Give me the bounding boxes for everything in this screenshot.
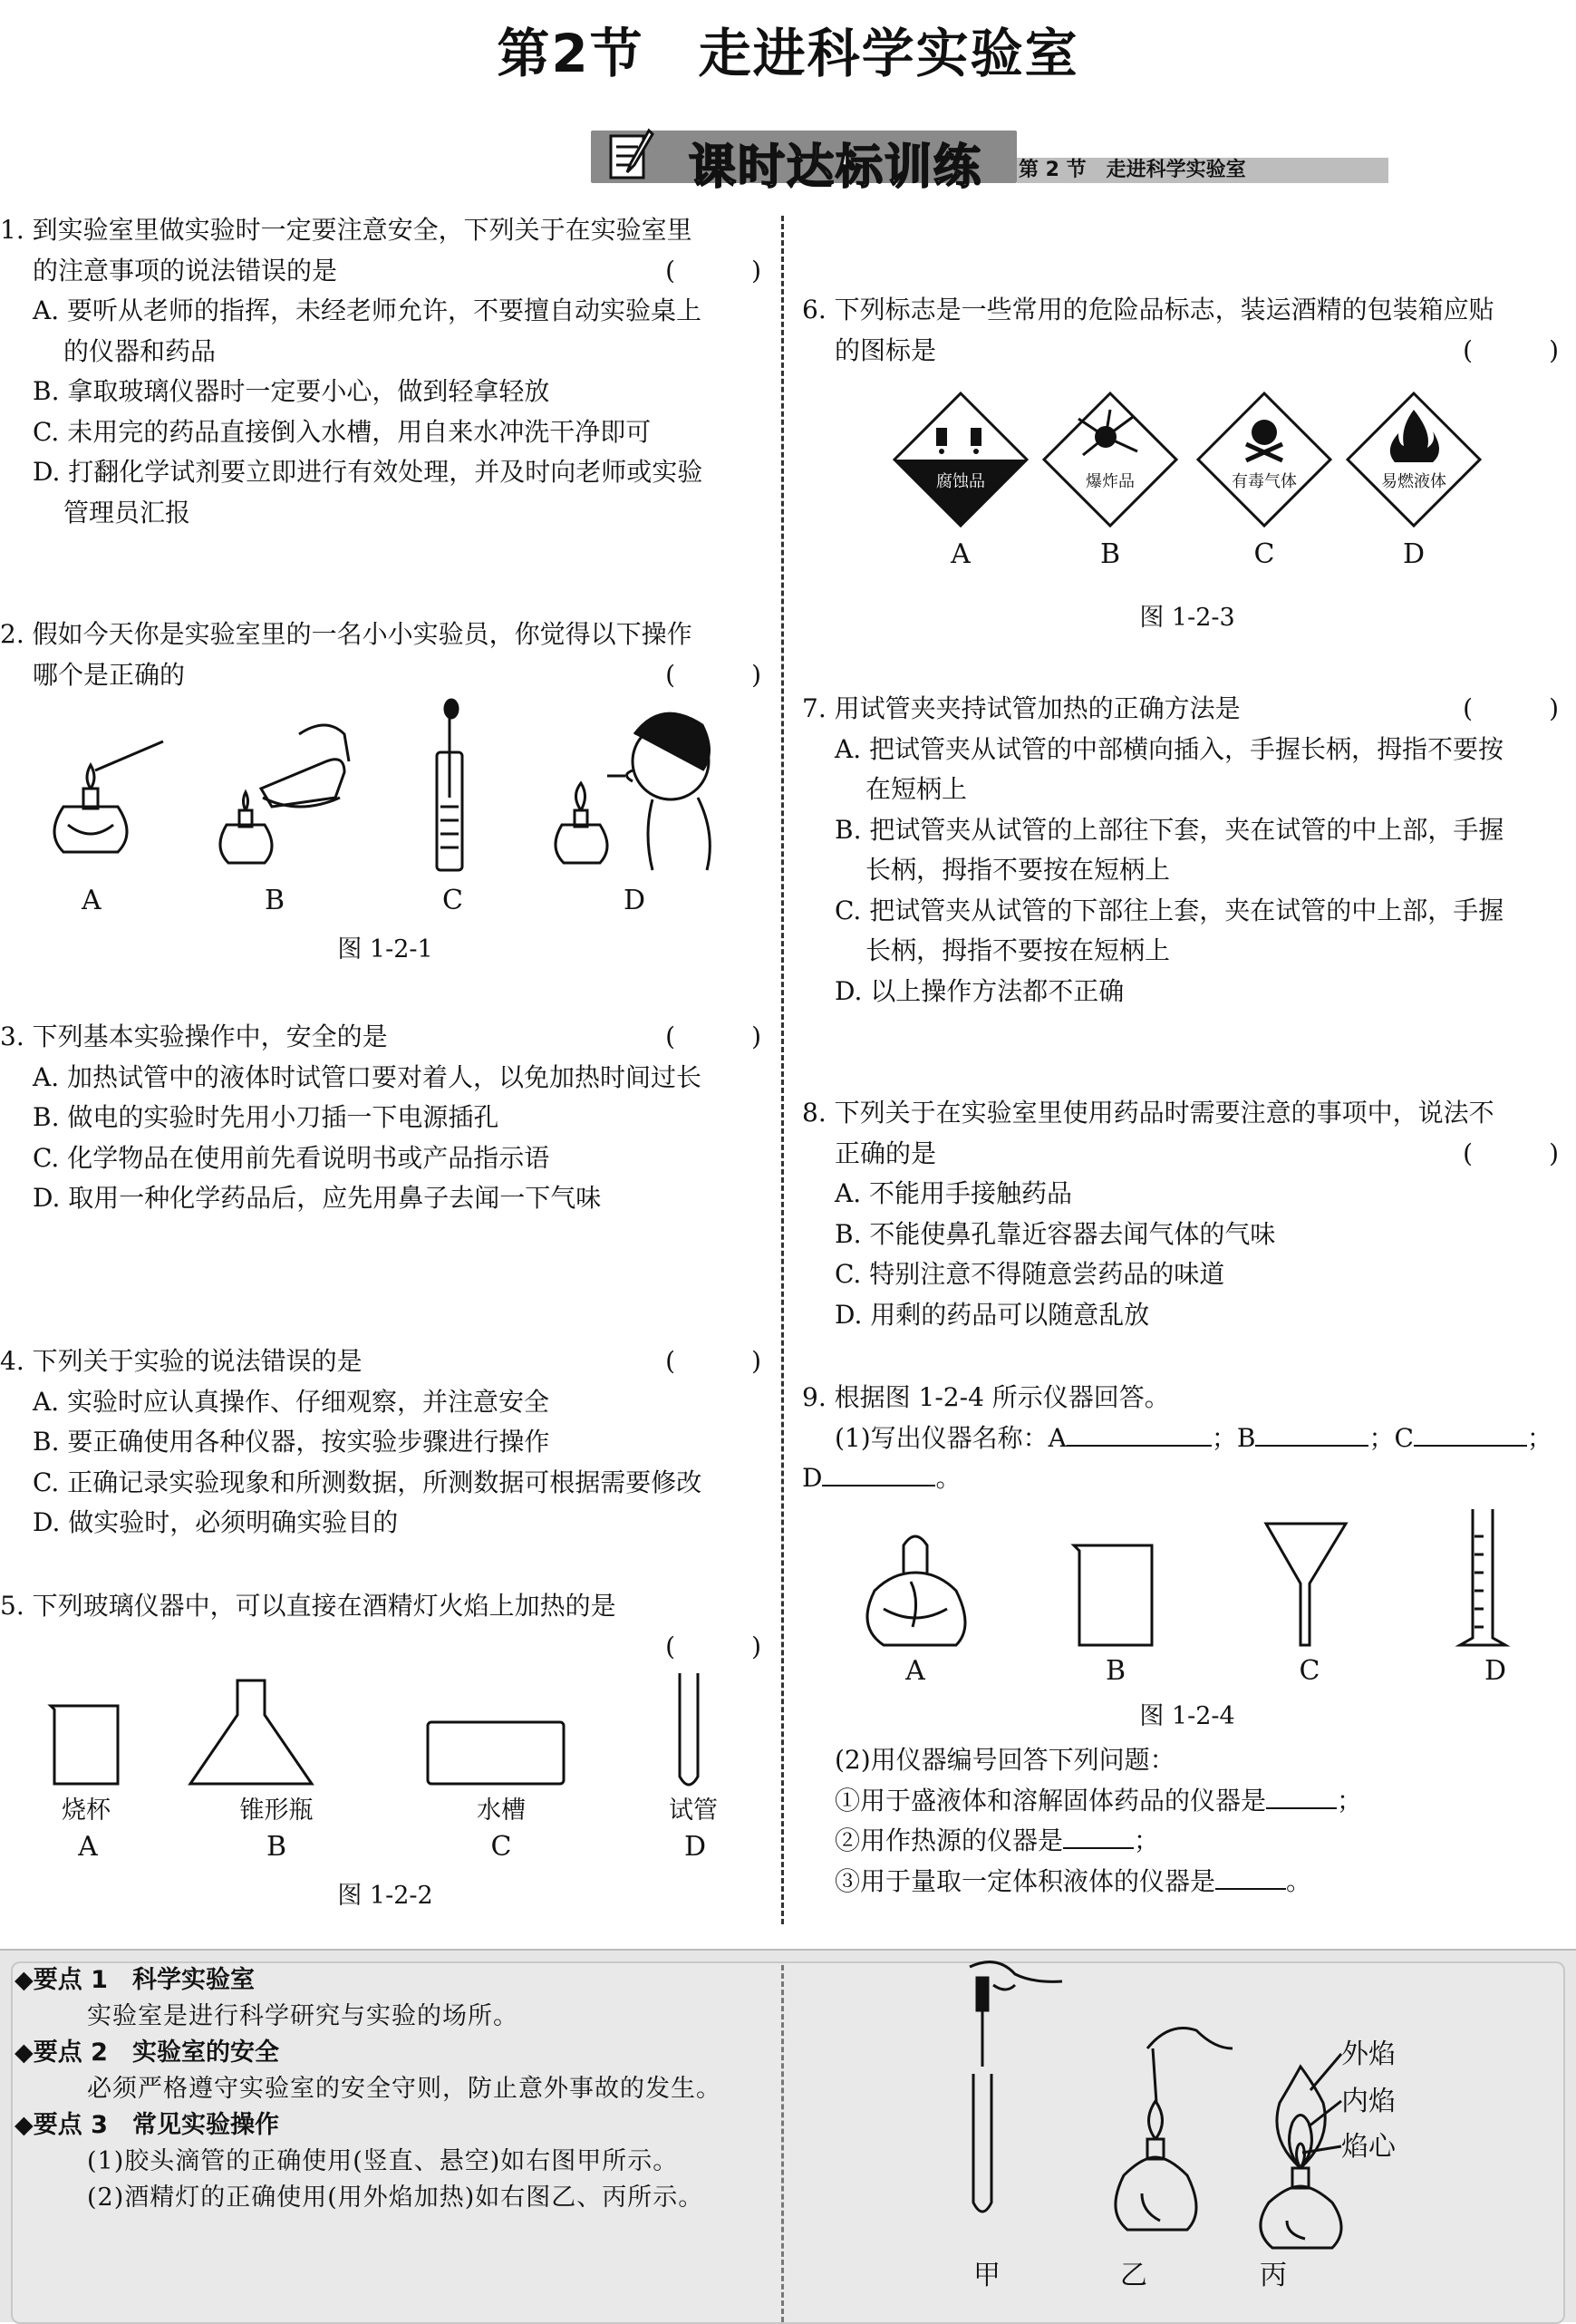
flammable-liquid-sign-icon <box>1348 393 1480 526</box>
key-point-body: (2)酒精灯的正确使用(用外焰加热)如右图乙、丙所示。 <box>87 2184 704 2212</box>
flask-icon <box>190 1680 312 1784</box>
question-stem: 1. 到实验室里做实验时一定要注意安全，下列关于在实验室里 <box>0 215 692 245</box>
figure-letter: B <box>266 1831 287 1863</box>
test-tube-icon <box>680 1673 698 1785</box>
question-stem: 4. 下列关于实验的说法错误的是 <box>0 1346 363 1376</box>
figure-1-2-1 <box>27 698 716 879</box>
question-stem: 6. 下列标志是一些常用的危险品标志，装运酒精的包装箱应贴 <box>802 295 1494 324</box>
q9-sub1: ①用于盛液体和溶解固体药品的仪器是 ； <box>835 1785 1363 1816</box>
option-a: A. 实验时应认真操作、仔细观察，并注意安全 <box>33 1386 550 1417</box>
sign-label: 爆炸品 <box>1086 472 1135 491</box>
figure-label: 甲 <box>973 2260 1001 2291</box>
figure-caption: 图 1-2-4 <box>1139 1702 1235 1730</box>
notepad-pen-icon <box>607 127 654 183</box>
option-b: B. 要正确使用各种仪器，按实验步骤进行操作 <box>33 1427 550 1457</box>
answer-bracket: ( ) <box>665 1346 761 1376</box>
lamp-light-from-lamp-icon <box>220 725 349 863</box>
beaker-icon <box>1074 1545 1152 1645</box>
figure-letter: A <box>951 538 971 570</box>
banner-title: 课时达标训练 <box>689 140 983 195</box>
q9-part1-d: D 。 <box>802 1463 962 1493</box>
option-c: C. 化学物品在使用前先看说明书或产品指示语 <box>33 1142 550 1173</box>
option-d: D. 用剩的药品可以随意乱放 <box>835 1299 1150 1330</box>
instrument-name: 试管 <box>669 1796 718 1825</box>
answer-blank-sub2[interactable] <box>1063 1847 1134 1849</box>
explosive-sign-icon <box>1044 393 1176 526</box>
flame-label: 外焰 <box>1341 2038 1396 2070</box>
graduated-cylinder-icon <box>1460 1509 1505 1645</box>
boy-blowing-lamp-icon <box>556 713 710 870</box>
figure-1-2-3 <box>893 392 1491 537</box>
key-point-heading: ◆要点 1 科学实验室 <box>15 1966 255 1994</box>
option-d: D. 做实验时，必须明确实验目的 <box>33 1507 399 1537</box>
question-3 <box>0 1017 770 1219</box>
lamp-with-match-icon <box>54 741 163 852</box>
question-stem: 的注意事项的说法错误的是 <box>33 255 338 286</box>
section-banner <box>591 127 1388 195</box>
figure-letter: C <box>1253 538 1275 570</box>
tips-divider <box>781 1965 784 2322</box>
question-stem: 的图标是 <box>835 334 937 365</box>
key-point-heading: ◆要点 2 实验室的安全 <box>15 2038 279 2067</box>
question-stem: 9. 根据图 1-2-4 所示仪器回答。 <box>802 1382 1170 1412</box>
sign-label: 有毒气体 <box>1232 472 1297 491</box>
figure-1-2-4 <box>856 1500 1527 1654</box>
option-c: C. 未用完的药品直接倒入水槽，用自来水冲洗干净即可 <box>33 416 652 447</box>
tips-figure <box>943 1958 1468 2320</box>
option-d: D. 以上操作方法都不正确 <box>835 975 1125 1006</box>
toxic-gas-sign-icon <box>1198 393 1330 526</box>
figure-letter: D <box>1484 1655 1507 1687</box>
question-9-part2: (2)用仪器编号回答下列问题： ①用于盛液体和溶解固体药品的仪器是 ； ②用作热源的仪器是 ； ③用于量取一定体积液体的仪器是 。 <box>802 1740 1568 1902</box>
answer-blank-d[interactable] <box>822 1485 935 1486</box>
answer-bracket: ( ) <box>665 255 761 286</box>
question-5 <box>0 1586 770 1667</box>
figure-caption: 图 1-2-3 <box>1139 604 1235 632</box>
figure-letter: B <box>1105 1655 1126 1687</box>
option-b: B. 做电的实验时先用小刀插一下电源插孔 <box>33 1102 499 1132</box>
figure-letter: A <box>82 885 102 916</box>
answer-bracket: ( ) <box>1463 693 1559 723</box>
answer-blank-sub1[interactable] <box>1266 1807 1337 1809</box>
trough-icon <box>428 1722 564 1784</box>
option-b: B. 不能使鼻孔靠近容器去闻气体的气味 <box>835 1218 1276 1249</box>
lamp-lit-by-match-icon <box>1116 2029 1233 2231</box>
option-a: A. 加热试管中的液体时试管口要对着人，以免加热时间过长 <box>33 1061 702 1092</box>
answer-blank-c[interactable] <box>1414 1445 1527 1447</box>
corrosive-sign-icon <box>894 393 1027 526</box>
q9-sub3: ③用于量取一定体积液体的仪器是 。 <box>835 1865 1312 1896</box>
figure-caption: 图 1-2-2 <box>337 1882 433 1910</box>
key-point-body: 实验室是进行科学研究与实验的场所。 <box>87 2002 518 2030</box>
lamp-flame-zones-icon <box>1261 2054 1341 2248</box>
figure-letter: C <box>442 885 463 916</box>
question-stem: 7. 用试管夹夹持试管加热的正确方法是 <box>802 693 1241 723</box>
question-stem: 2. 假如今天你是实验室里的一名小小实验员，你觉得以下操作 <box>0 619 692 649</box>
figure-letter: B <box>1099 538 1121 570</box>
option-d: D. 取用一种化学药品后，应先用鼻子去闻一下气味 <box>33 1183 602 1213</box>
option-b: B. 拿取玻璃仪器时一定要小心，做到轻拿轻放 <box>33 376 550 406</box>
question-stem: 5. 下列玻璃仪器中，可以直接在酒精灯火焰上加热的是 <box>0 1591 616 1621</box>
figure-letter: C <box>490 1831 512 1863</box>
option-c: C. 正确记录实验现象和所测数据，所测数据可根据需要修改 <box>33 1467 702 1497</box>
option-c: C. 把试管夹从试管的下部往上套，夹在试管的中上部，手握 长柄，拇指不要按在短柄上 <box>835 895 1504 965</box>
alcohol-lamp-icon <box>867 1536 965 1645</box>
option-a: A. 把试管夹从试管的中部横向插入，手握长柄，拇指不要按 在短柄上 <box>835 733 1504 804</box>
key-point-body: (1)胶头滴管的正确使用(竖直、悬空)如右图甲所示。 <box>87 2147 679 2175</box>
option-d: D. 打翻化学试剂要立即进行有效处理，并及时向老师或实验 管理员汇报 <box>33 457 703 528</box>
sign-label: 易燃液体 <box>1381 472 1446 491</box>
answer-blank-a[interactable] <box>1067 1445 1212 1447</box>
figure-label: 乙 <box>1120 2260 1147 2291</box>
answer-blank-sub3[interactable] <box>1215 1888 1286 1890</box>
page-title: 第2节 走进科学实验室 <box>497 23 1079 84</box>
funnel-icon <box>1266 1524 1346 1645</box>
question-6 <box>802 290 1568 371</box>
answer-blank-b[interactable] <box>1255 1445 1368 1447</box>
figure-letter: B <box>265 885 285 916</box>
dropper-over-tube-icon <box>970 1962 1062 2212</box>
figure-letter: D <box>624 885 646 916</box>
question-4 <box>0 1341 770 1544</box>
option-b: B. 把试管夹从试管的上部往下套，夹在试管的中上部，手握 长柄，拇指不要按在短柄上 <box>835 814 1504 885</box>
figure-1-2-2 <box>36 1668 725 1795</box>
option-a: A. 不能用手接触药品 <box>835 1178 1073 1208</box>
answer-bracket: ( ) <box>665 1631 761 1661</box>
option-a: A. 要听从老师的指挥，未经老师允许，不要擅自动实验桌上 的仪器和药品 <box>33 295 702 366</box>
question-stem: 3. 下列基本实验操作中，安全的是 <box>0 1022 388 1051</box>
answer-bracket: ( ) <box>1463 1138 1559 1168</box>
answer-bracket: ( ) <box>665 1022 761 1051</box>
key-point-heading: ◆要点 3 常见实验操作 <box>15 2111 279 2139</box>
figure-label: 丙 <box>1260 2260 1287 2291</box>
answer-bracket: ( ) <box>665 659 761 690</box>
question-stem: 正确的是 <box>835 1138 937 1168</box>
figure-letter: A <box>78 1831 98 1863</box>
answer-bracket: ( ) <box>1463 334 1559 365</box>
sign-label: 腐蚀品 <box>936 472 985 491</box>
figure-letter: A <box>905 1655 925 1687</box>
question-7 <box>802 689 1568 1012</box>
flame-label: 内焰 <box>1341 2086 1396 2117</box>
question-1 <box>0 210 770 533</box>
question-9 <box>802 1378 1568 1499</box>
figure-letter: C <box>1299 1655 1320 1687</box>
q9-sub2: ②用作热源的仪器是 ； <box>835 1825 1160 1855</box>
instrument-name: 烧杯 <box>62 1796 111 1825</box>
banner-subtitle: 第 2 节 走进科学实验室 <box>1019 159 1246 181</box>
key-point-body: 必须严格遵守实验室的安全守则，防止意外事故的发生。 <box>87 2075 721 2103</box>
q9-part1: (1)写出仪器名称：A ；B ；C ； <box>835 1422 1552 1453</box>
question-stem: 哪个是正确的 <box>33 659 186 690</box>
figure-letter: D <box>1402 538 1426 570</box>
instrument-name: 水槽 <box>477 1796 526 1825</box>
key-points-text <box>15 1962 758 2216</box>
beaker-icon <box>51 1706 118 1784</box>
figure-letter: D <box>683 1831 707 1863</box>
column-divider <box>781 216 784 1924</box>
question-2 <box>0 615 770 695</box>
question-stem: 8. 下列关于在实验室里使用药品时需要注意的事项中，说法不 <box>802 1098 1494 1128</box>
option-c: C. 特别注意不得随意尝药品的味道 <box>835 1259 1225 1289</box>
dropper-in-tube-icon <box>437 700 462 870</box>
instrument-name: 锥形瓶 <box>239 1796 314 1825</box>
question-8 <box>802 1093 1568 1335</box>
flame-label: 焰心 <box>1341 2131 1396 2163</box>
figure-caption: 图 1-2-1 <box>337 935 433 963</box>
